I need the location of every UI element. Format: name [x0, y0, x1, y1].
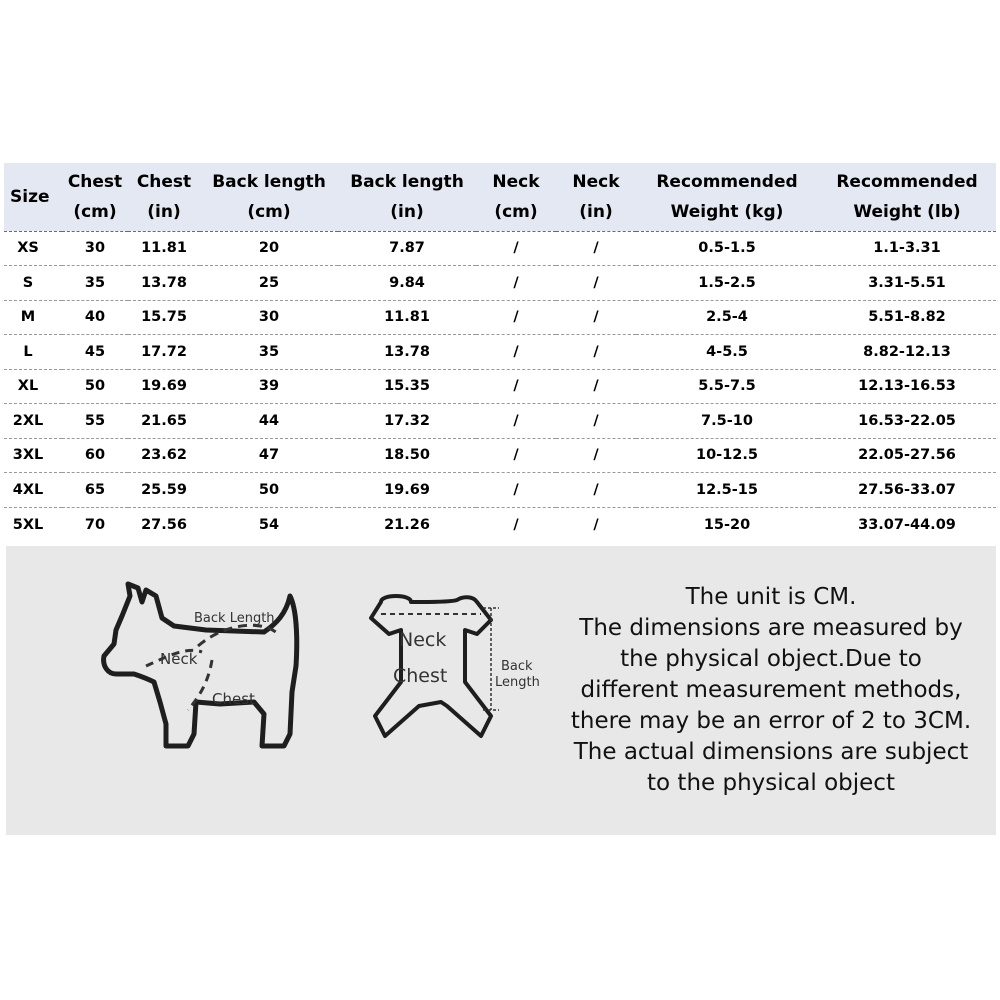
cell-back-length-in: 18.50	[384, 447, 430, 464]
garment-measurement-diagram	[341, 586, 551, 766]
dog-outline-icon	[104, 584, 297, 746]
cell-size: L	[23, 343, 33, 360]
header-weight-kg: Recommended Weight (kg)	[656, 171, 798, 222]
cell-neck-cm: /	[513, 274, 519, 291]
cell-back-length-cm: 20	[258, 240, 280, 257]
cell-weight-kg: 7.5-10	[701, 412, 753, 429]
cell-neck-cm: /	[513, 412, 519, 429]
table-row	[4, 438, 996, 473]
cell-chest-in: 11.81	[141, 240, 187, 257]
cell-back-length-cm: 30	[258, 309, 280, 326]
cell-neck-in: /	[593, 240, 599, 257]
measurement-note	[546, 582, 996, 799]
table-row	[4, 404, 996, 439]
cell-weight-lb: 1.1-3.31	[873, 240, 941, 257]
cell-size: XS	[17, 240, 39, 257]
table-body	[4, 231, 996, 542]
cell-weight-lb: 3.31-5.51	[868, 274, 946, 291]
garment-neck-label: Neck	[399, 629, 447, 651]
cell-chest-in: 17.72	[141, 343, 187, 360]
table-row	[4, 231, 996, 266]
table-row	[4, 300, 996, 335]
size-chart-table	[4, 163, 996, 542]
cell-size: 4XL	[12, 481, 44, 498]
cell-chest-in: 15.75	[141, 309, 187, 326]
dog-chest-label: Chest	[212, 690, 255, 708]
cell-back-length-cm: 47	[258, 447, 280, 464]
cell-neck-cm: /	[513, 309, 519, 326]
note-line: to the physical object	[647, 770, 895, 796]
cell-back-length-cm: 50	[258, 481, 280, 498]
cell-back-length-in: 15.35	[384, 378, 430, 395]
cell-size: 3XL	[12, 447, 44, 464]
dog-neck-label: Neck	[160, 650, 198, 668]
header-back-length-in: Back length (in)	[350, 171, 464, 222]
cell-weight-lb: 22.05-27.56	[858, 447, 956, 464]
cell-chest-in: 19.69	[141, 378, 187, 395]
cell-neck-cm: /	[513, 378, 519, 395]
measurement-info-panel	[6, 546, 996, 835]
cell-weight-kg: 12.5-15	[696, 481, 758, 498]
cell-weight-kg: 10-12.5	[696, 447, 758, 464]
cell-chest-cm: 55	[84, 412, 106, 429]
cell-neck-cm: /	[513, 481, 519, 498]
cell-neck-in: /	[593, 378, 599, 395]
cell-neck-in: /	[593, 481, 599, 498]
cell-chest-cm: 50	[84, 378, 106, 395]
cell-back-length-cm: 44	[258, 412, 280, 429]
note-line: The actual dimensions are subject	[573, 739, 969, 765]
header-neck-cm: Neck (cm)	[492, 171, 540, 222]
table-row	[4, 507, 996, 542]
cell-weight-kg: 0.5-1.5	[698, 240, 756, 257]
cell-size: XL	[17, 378, 39, 395]
cell-back-length-in: 17.32	[384, 412, 430, 429]
cell-back-length-in: 9.84	[389, 274, 425, 291]
cell-neck-cm: /	[513, 447, 519, 464]
header-chest-in: Chest (in)	[136, 171, 192, 222]
cell-back-length-in: 13.78	[384, 343, 430, 360]
header-chest-cm: Chest (cm)	[67, 171, 123, 222]
cell-chest-in: 23.62	[141, 447, 187, 464]
cell-neck-cm: /	[513, 343, 519, 360]
cell-chest-in: 27.56	[141, 516, 187, 533]
cell-back-length-cm: 35	[258, 343, 280, 360]
cell-chest-cm: 45	[84, 343, 106, 360]
cell-chest-in: 13.78	[141, 274, 187, 291]
cell-neck-cm: /	[513, 240, 519, 257]
cell-weight-kg: 15-20	[703, 516, 751, 533]
cell-weight-lb: 8.82-12.13	[863, 343, 951, 360]
cell-chest-cm: 65	[84, 481, 106, 498]
cell-weight-lb: 12.13-16.53	[858, 378, 956, 395]
cell-chest-in: 21.65	[141, 412, 187, 429]
dog-back-length-label: Back Length	[194, 611, 275, 626]
note-line: there may be an error of 2 to 3CM.	[570, 708, 972, 734]
cell-neck-cm: /	[513, 516, 519, 533]
cell-weight-kg: 4-5.5	[706, 343, 748, 360]
cell-back-length-cm: 25	[258, 274, 280, 291]
cell-weight-lb: 33.07-44.09	[858, 516, 956, 533]
cell-back-length-in: 11.81	[384, 309, 430, 326]
note-line: different measurement methods,	[580, 677, 962, 703]
table-header-row	[4, 163, 996, 231]
cell-back-length-in: 7.87	[389, 240, 425, 257]
table-row	[4, 266, 996, 301]
garment-back-label: Back	[501, 659, 533, 674]
note-line: the physical object.Due to	[620, 646, 922, 672]
table-row	[4, 369, 996, 404]
cell-size: 2XL	[12, 412, 44, 429]
header-back-length-cm: Back length (cm)	[212, 171, 326, 222]
cell-chest-cm: 30	[84, 240, 106, 257]
cell-chest-in: 25.59	[141, 481, 187, 498]
dog-measurement-diagram	[86, 574, 316, 774]
cell-neck-in: /	[593, 412, 599, 429]
cell-size: 5XL	[12, 516, 44, 533]
note-line: The dimensions are measured by	[579, 615, 963, 641]
cell-neck-in: /	[593, 447, 599, 464]
table-row	[4, 335, 996, 370]
cell-back-length-in: 21.26	[384, 516, 430, 533]
cell-weight-kg: 2.5-4	[706, 309, 748, 326]
cell-neck-in: /	[593, 309, 599, 326]
cell-neck-in: /	[593, 343, 599, 360]
cell-neck-in: /	[593, 274, 599, 291]
cell-size: M	[20, 309, 36, 326]
cell-neck-in: /	[593, 516, 599, 533]
cell-back-length-in: 19.69	[384, 481, 430, 498]
cell-back-length-cm: 39	[258, 378, 280, 395]
cell-back-length-cm: 54	[258, 516, 280, 533]
cell-chest-cm: 35	[84, 274, 106, 291]
cell-weight-lb: 27.56-33.07	[858, 481, 956, 498]
cell-chest-cm: 40	[84, 309, 106, 326]
cell-weight-lb: 16.53-22.05	[858, 412, 956, 429]
header-neck-in: Neck (in)	[572, 171, 620, 222]
cell-chest-cm: 70	[84, 516, 106, 533]
cell-weight-lb: 5.51-8.82	[868, 309, 946, 326]
cell-weight-kg: 1.5-2.5	[698, 274, 756, 291]
cell-weight-kg: 5.5-7.5	[698, 378, 756, 395]
garment-chest-label: Chest	[393, 665, 448, 687]
note-line: The unit is CM.	[685, 584, 857, 610]
table-row	[4, 473, 996, 508]
header-weight-lb: Recommended Weight (lb)	[836, 171, 978, 222]
cell-size: S	[22, 274, 34, 291]
header-size: Size	[10, 186, 50, 207]
cell-chest-cm: 60	[84, 447, 106, 464]
garment-length-label: Length	[495, 675, 540, 690]
